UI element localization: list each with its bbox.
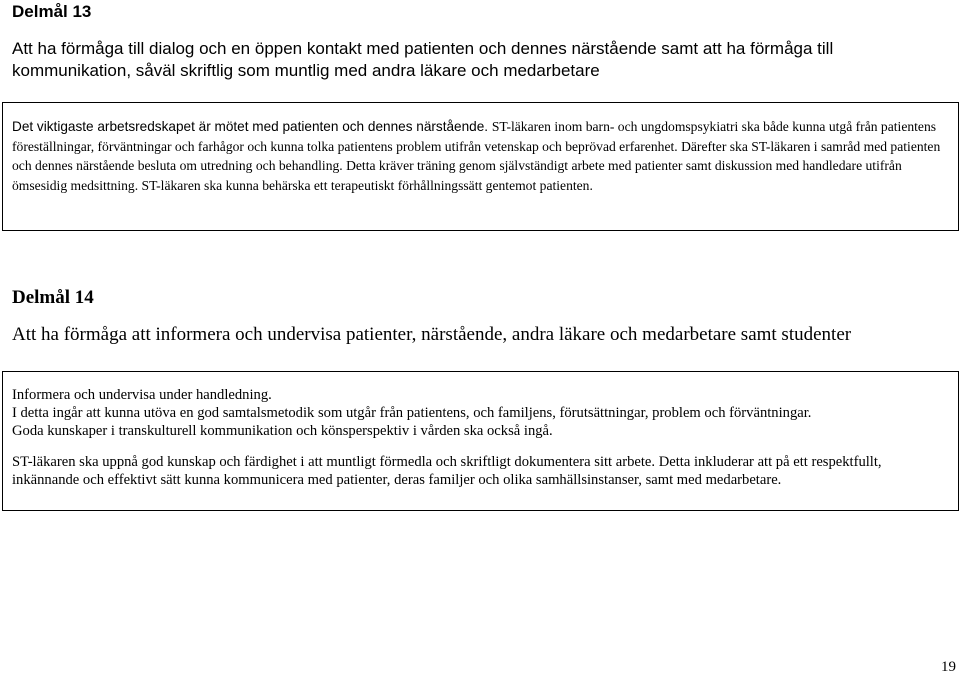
section-13-heading: Delmål 13 [12,2,92,21]
section-14-heading: Delmål 14 [12,287,94,308]
section-14-box-paragraph: ST-läkaren ska uppnå god kunskap och färdighet i att muntligt förmedla och skriftligt dokumentera sitt arbete. Detta inkluderar att på ett respektfullt, inkännande och effektivt sätt kunna kommunicera med patienter, deras familjer och olika samhällsinstanser, samt med medarbetare. [12,454,882,488]
section-13-text-box [2,102,959,231]
section-14-box-line-3: Goda kunskaper i transkulturell kommunikation och könsperspektiv i vården ska också ingå. [12,423,553,439]
section-14-box-line-2: I detta ingår att kunna utöva en god samtalsmetodik som utgår från patientens, och familjens, förutsättningar, problem och förväntningar. [12,405,812,421]
page-number: 19 [941,659,956,675]
section-13-box-lead: Det viktigaste arbetsredskapet är mötet med patienten och dennes närstående. [12,119,492,134]
section-14-title: Att ha förmåga att informera och undervisa patienter, närstående, andra läkare och medarbetare samt studenter [12,324,852,345]
section-13-box-paragraph [12,117,950,195]
section-13-title: Att ha förmåga till dialog och en öppen kontakt med patienten och dennes närstående samt att ha förmåga till kommunikation, såväl skriftlig som muntlig med andra läkare och medarbetare [12,39,834,80]
section-14-box-line-1: Informera och undervisa under handledning. [12,387,272,403]
section-13-box-body: ST-läkaren inom barn- och ungdomspsykiatri ska både kunna utgå från patientens föreställningar, förväntningar och farhågor och kunna tolka patientens problem utifrån vetenskap och beprövad erfarenhet. Därefter ska ST-läkaren i samråd med patienten och dennes närstående besluta om utredning och behandling. Detta kräver träning genom självständigt arbete med patienter samt diskussion med handledare utifrån ömsesidig medsittning. ST-läkaren ska kunna behärska ett terapeutiskt förhållningssätt gentemot patienten. [12,119,941,193]
section-14-text-box [2,371,959,511]
